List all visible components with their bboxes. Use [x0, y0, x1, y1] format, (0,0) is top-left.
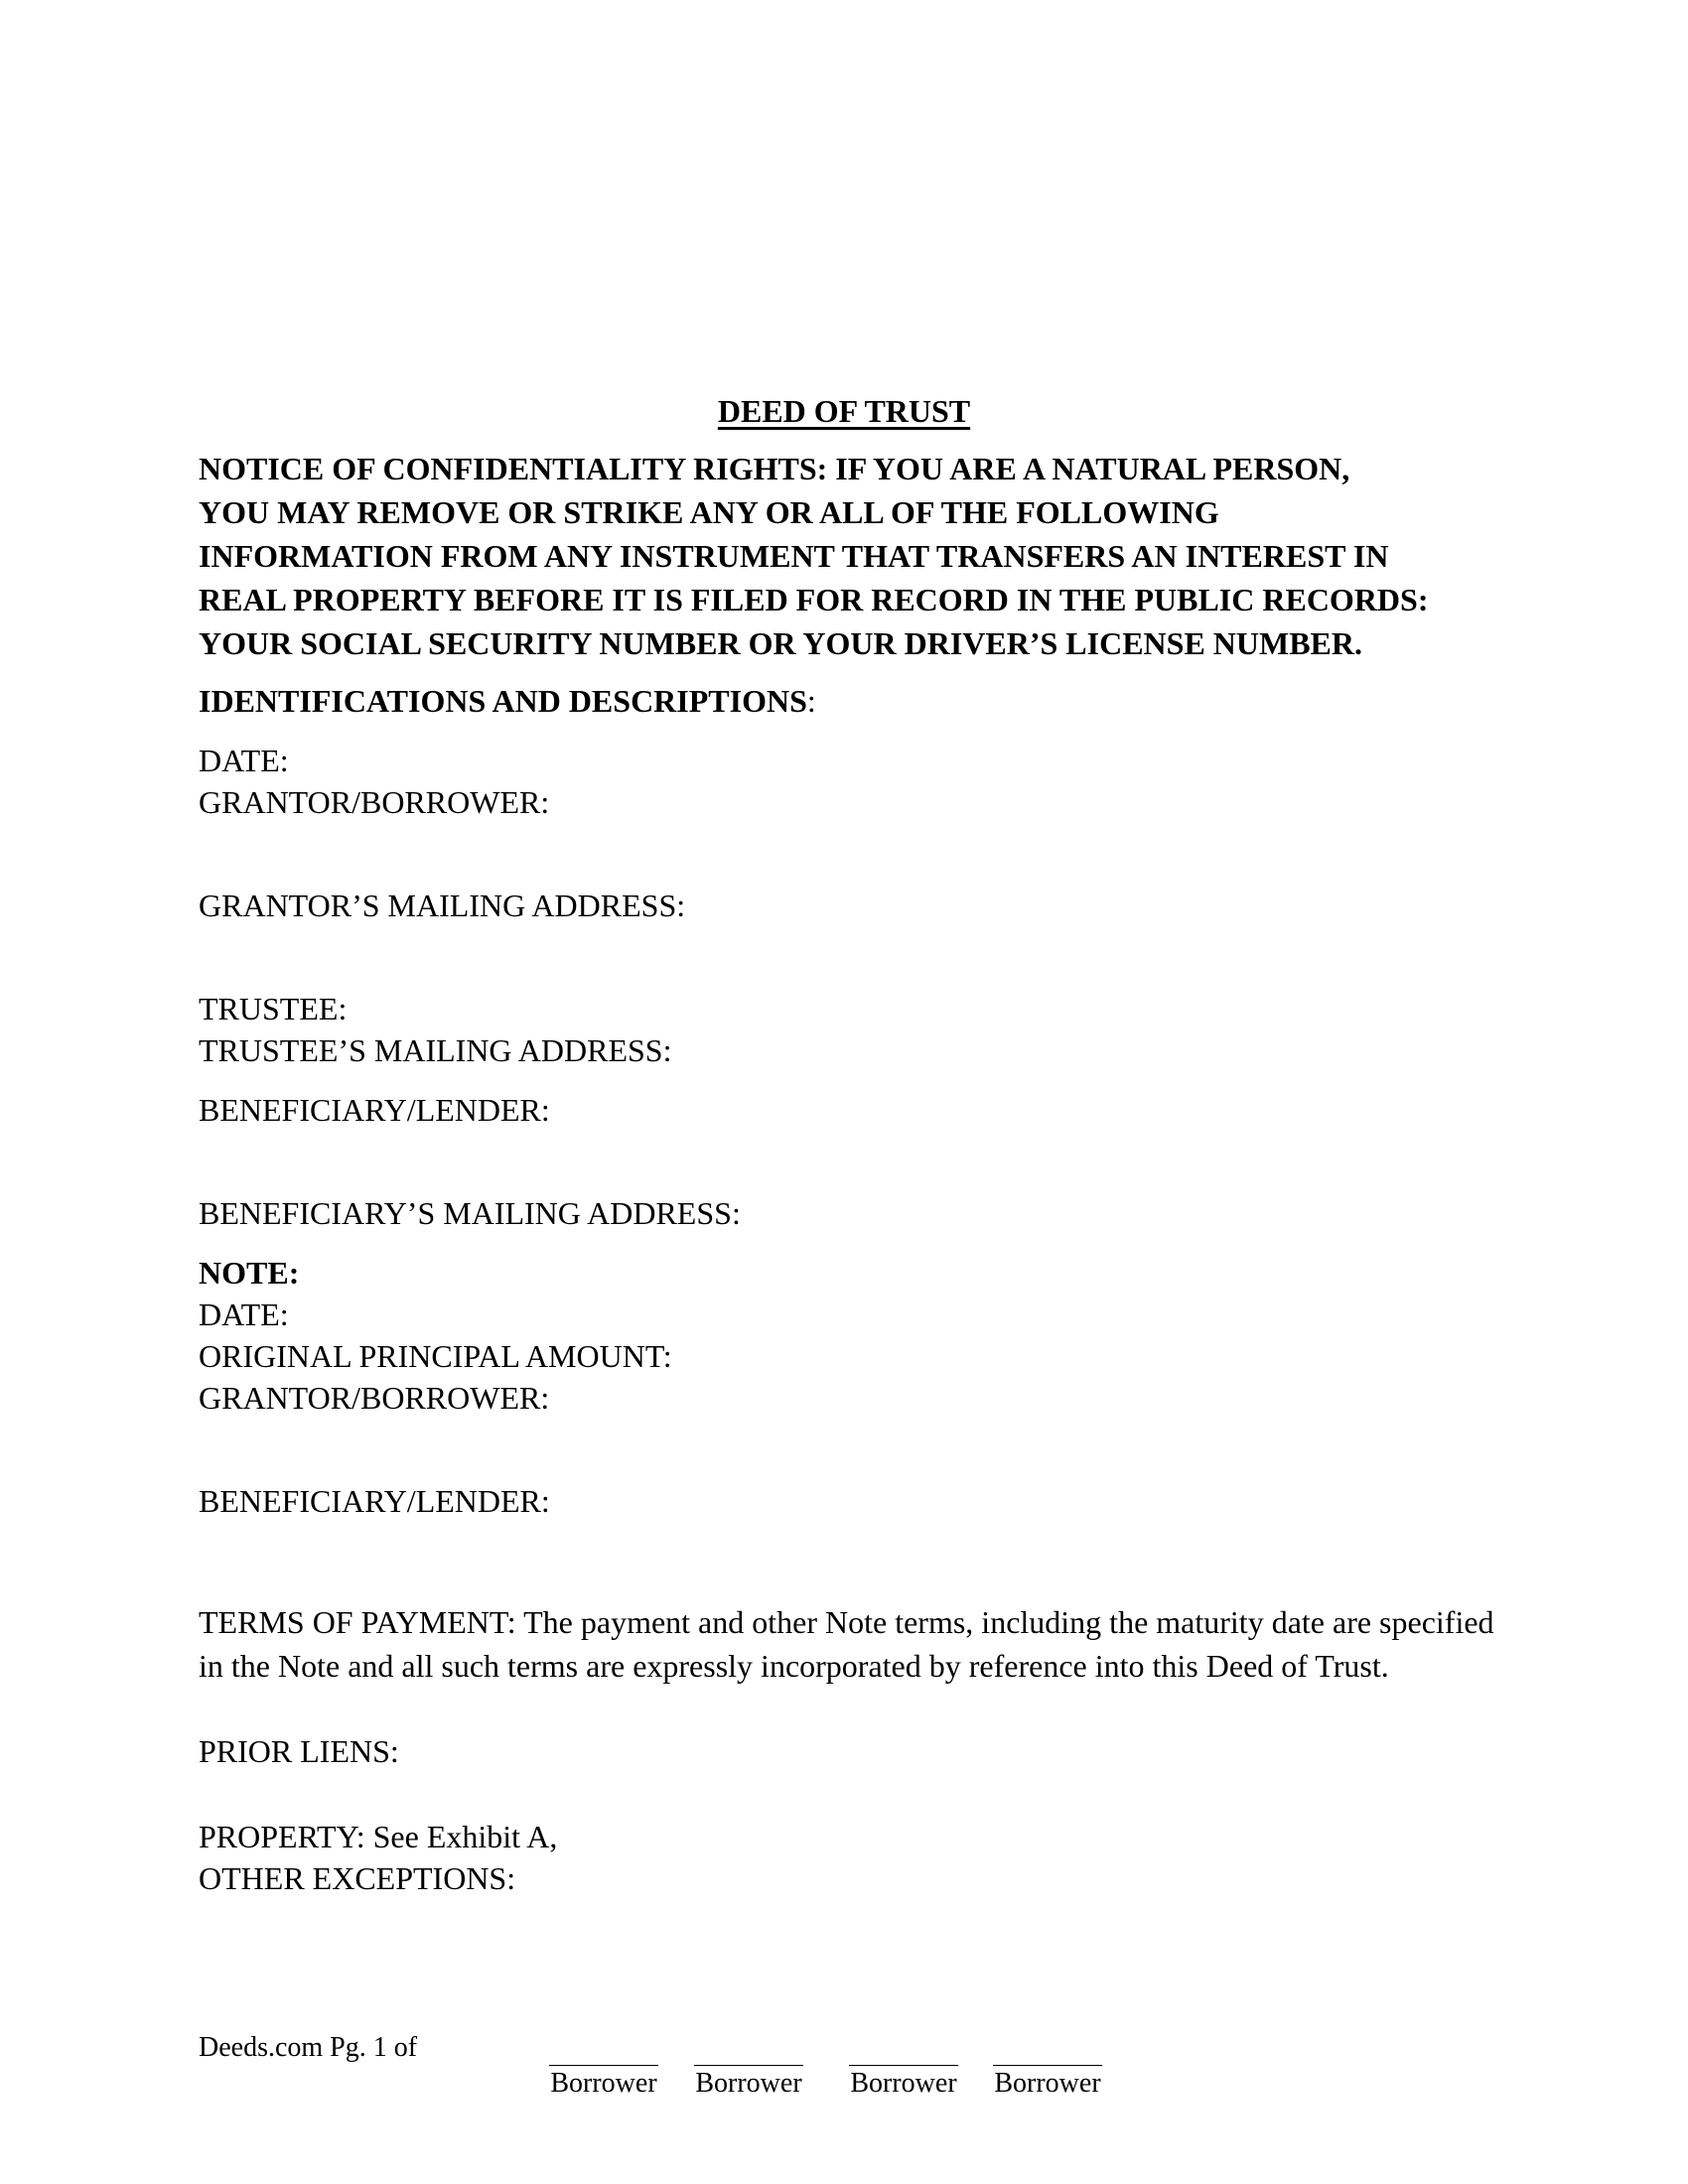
notice-line: NOTICE OF CONFIDENTIALITY RIGHTS: IF YOU ARE A NATURAL PERSON, [199, 451, 1350, 486]
notice-line: YOU MAY REMOVE OR STRIKE ANY OR ALL OF THE FOLLOWING [199, 494, 1219, 530]
field-grantor-mailing-address: GRANTOR’S MAILING ADDRESS: [199, 887, 686, 923]
note-heading: NOTE: [199, 1255, 300, 1291]
signature-label: Borrower [550, 2068, 657, 2099]
signature-label: Borrower [850, 2068, 957, 2099]
notice-line: REAL PROPERTY BEFORE IT IS FILED FOR RECORD IN THE PUBLIC RECORDS: [199, 582, 1429, 617]
prior-liens: PRIOR LIENS: [199, 1733, 399, 1769]
terms-of-payment: TERMS OF PAYMENT: The payment and other Note terms, including the maturity date are specified in the Note and all such terms are expressly incorporated by reference into this Deed of Trust. [199, 1604, 1494, 1684]
borrower-signature-2 [689, 2043, 808, 2102]
note-principal-amount: ORIGINAL PRINCIPAL AMOUNT: [199, 1338, 672, 1374]
field-beneficiary-lender: BENEFICIARY/LENDER: [199, 1092, 550, 1128]
field-date: DATE: [199, 743, 289, 778]
field-trustee-mailing-address: TRUSTEE’S MAILING ADDRESS: [199, 1032, 672, 1068]
borrower-signature-1 [544, 2043, 663, 2102]
note-date: DATE: [199, 1297, 289, 1332]
signature-label: Borrower [695, 2068, 802, 2099]
notice-line: YOUR SOCIAL SECURITY NUMBER OR YOUR DRIVER’S LICENSE NUMBER. [199, 625, 1362, 661]
note-beneficiary-lender: BENEFICIARY/LENDER: [199, 1483, 550, 1519]
signature-line [849, 2043, 958, 2066]
borrower-signature-4 [988, 2043, 1107, 2102]
property: PROPERTY: See Exhibit A, [199, 1819, 558, 1854]
other-exceptions: OTHER EXCEPTIONS: [199, 1860, 516, 1896]
section-heading-text: IDENTIFICATIONS AND DESCRIPTIONS [199, 683, 807, 719]
field-trustee: TRUSTEE: [199, 991, 348, 1026]
signature-line [694, 2043, 803, 2066]
footer-page-number: Deeds.com Pg. 1 of [199, 2032, 418, 2063]
field-beneficiary-mailing-address: BENEFICIARY’S MAILING ADDRESS: [199, 1195, 741, 1231]
document-title [0, 389, 1688, 433]
section-heading-colon: : [806, 683, 816, 719]
field-grantor-borrower: GRANTOR/BORROWER: [199, 784, 550, 820]
signature-line [549, 2043, 658, 2066]
section-heading [199, 679, 816, 723]
confidentiality-notice [199, 447, 1499, 665]
signature-label: Borrower [994, 2068, 1101, 2099]
note-grantor-borrower: GRANTOR/BORROWER: [199, 1380, 550, 1416]
signature-line [993, 2043, 1102, 2066]
document-title-text: DEED OF TRUST [717, 393, 971, 429]
borrower-signature-3 [844, 2043, 963, 2102]
notice-line: INFORMATION FROM ANY INSTRUMENT THAT TRANSFERS AN INTEREST IN [199, 538, 1389, 574]
